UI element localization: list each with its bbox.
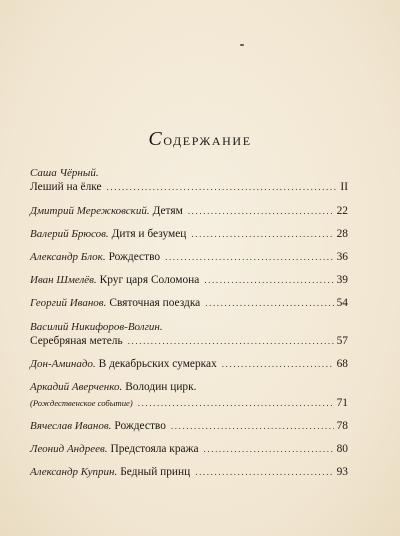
toc-title: Рождество — [108, 251, 161, 263]
toc-page-number: 22 — [336, 205, 348, 217]
dot-leader — [188, 206, 334, 216]
toc-entry — [30, 320, 348, 351]
toc-title: Леший на ёлке — [30, 181, 102, 193]
toc-line — [30, 466, 348, 482]
toc-author: Василий Никифоров-Волгин. — [30, 321, 163, 333]
toc-entry — [30, 228, 348, 244]
toc-author: Георгий Иванов. — [30, 297, 107, 309]
toc-title: Рождество — [114, 420, 166, 432]
dot-leader — [171, 421, 334, 431]
toc-page-number: 78 — [336, 420, 348, 432]
toc-line — [30, 181, 348, 197]
dot-leader — [138, 398, 334, 408]
toc-line — [30, 397, 348, 413]
toc-line — [30, 443, 348, 459]
dot-leader — [205, 298, 333, 308]
toc-title: Предстояла кража — [110, 443, 199, 455]
title-rest: одержание — [163, 130, 252, 149]
toc-title: В декабрьских сумерках — [98, 358, 217, 370]
dot-leader — [107, 182, 338, 192]
toc-title: Бедный принц — [120, 466, 191, 478]
dot-leader — [128, 336, 334, 346]
toc-title: Володин цирк. — [125, 381, 197, 393]
toc-line — [30, 228, 348, 244]
toc-entry — [30, 297, 348, 313]
toc-author: Леонид Андреев. — [30, 443, 108, 455]
toc-page-number: 57 — [336, 335, 348, 347]
toc-entry — [30, 358, 348, 374]
toc-page-number: II — [340, 181, 348, 193]
toc-entry — [30, 166, 348, 197]
toc-author: Саша Чёрный. — [30, 167, 99, 179]
page-speck — [240, 44, 244, 46]
toc-author: Александр Блок. — [30, 251, 106, 263]
toc-author: Вячеслав Иванов. — [30, 420, 112, 432]
toc-entry — [30, 466, 348, 482]
table-of-contents — [30, 166, 348, 482]
toc-entry — [30, 205, 348, 221]
toc-line — [30, 358, 348, 374]
toc-page-number: 68 — [336, 358, 348, 370]
dot-leader — [204, 275, 333, 285]
dot-leader — [165, 252, 334, 262]
toc-entry — [30, 443, 348, 459]
toc-page-number: 80 — [336, 443, 348, 455]
toc-title: Детям — [152, 205, 183, 217]
toc-author: Аркадий Аверченко. — [30, 381, 123, 393]
toc-title: Серебряная метель — [30, 335, 123, 347]
toc-subtitle: (Рождественское событие) — [30, 398, 133, 408]
toc-author: Дон-Аминадо. — [30, 358, 96, 370]
toc-entry — [30, 251, 348, 267]
toc-page-number: 39 — [336, 274, 348, 286]
title-initial: С — [148, 128, 164, 150]
toc-line — [30, 420, 348, 436]
toc-line — [30, 251, 348, 267]
toc-line — [30, 297, 348, 313]
toc-line — [30, 335, 348, 351]
toc-page-number: 54 — [336, 297, 348, 309]
toc-entry — [30, 381, 348, 413]
toc-entry — [30, 274, 348, 290]
toc-page-number: 93 — [336, 466, 348, 478]
toc-entry — [30, 420, 348, 436]
dot-leader — [204, 444, 334, 454]
toc-author: Александр Куприн. — [30, 466, 118, 478]
toc-line — [30, 205, 348, 221]
toc-line — [30, 274, 348, 290]
toc-author: Иван Шмелёв. — [30, 274, 97, 286]
toc-page-number: 28 — [336, 228, 348, 240]
dot-leader — [191, 229, 333, 239]
toc-title: Круг царя Соломона — [99, 274, 200, 286]
toc-page-number: 36 — [336, 251, 348, 263]
toc-title: Дитя и безумец — [111, 228, 187, 240]
toc-page-number: 71 — [336, 397, 348, 409]
toc-author: Дмитрий Мережковский. — [30, 205, 150, 217]
toc-title: Святочная поездка — [109, 297, 201, 309]
dot-leader — [222, 359, 334, 369]
toc-author: Валерий Брюсов. — [30, 228, 109, 240]
page-title — [0, 128, 400, 151]
toc-line — [30, 381, 348, 397]
dot-leader — [195, 467, 333, 477]
